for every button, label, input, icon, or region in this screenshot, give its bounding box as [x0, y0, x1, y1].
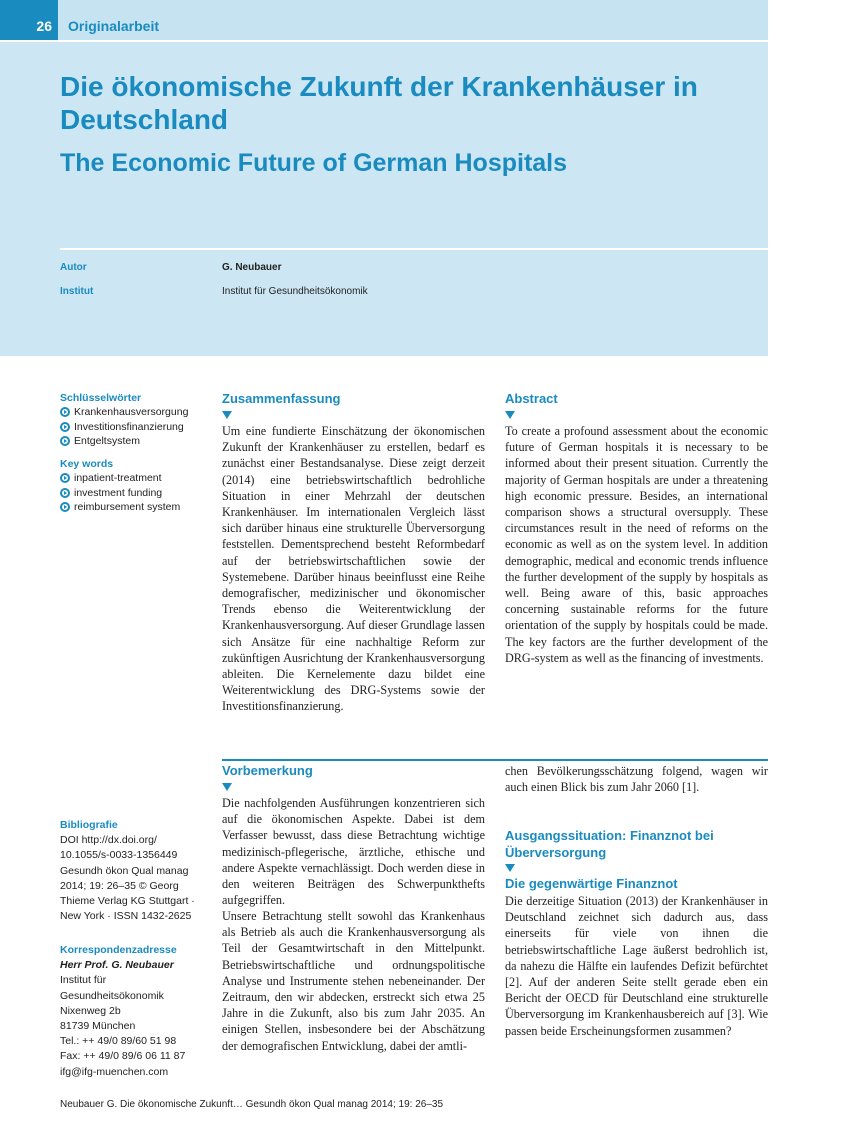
bullet-icon [60, 422, 70, 432]
finanznot-paragraph: Die derzeitige Situation (2013) der Krankenhäuser in Deutschland zeichnet sich dadurch aus, dass einerseits für viele von ihnen die betriebswirtschaftliche Lage äußerst bedrohlich ist, da nahezu die Hälfte ein laufendes Defizit befürchtet [2]. Auf der anderen Seite stellt gerade eben ein Bericht der OECD für Deutschland eine strukturelle Überversorgung im Krankenhausbereich auf [3]. Wie passen beide Erscheinungsformen zusammen? [505, 894, 768, 1038]
bibliography-line: 10.1055/s-0033-1356449 [60, 849, 178, 862]
correspondence-line: Fax: ++ 49/0 89/6 06 11 87 [60, 1050, 186, 1063]
correspondence-name: Herr Prof. G. Neubauer [60, 959, 174, 972]
bullet-icon [60, 488, 70, 498]
bibliography [60, 818, 220, 924]
keyword-text: investment funding [74, 486, 163, 499]
keywords-en-list [60, 471, 180, 515]
keyword-item [60, 486, 180, 501]
bibliography-heading: Bibliografie [60, 819, 118, 831]
arrow-down-icon [505, 411, 515, 419]
keyword-text: Krankenhausversorgung [74, 406, 189, 418]
arrow-down-icon [222, 411, 232, 419]
correspondence-line: Nixenweg 2b [60, 1004, 121, 1017]
correspondence-line: 81739 München [60, 1020, 136, 1033]
bullet-icon [60, 407, 70, 417]
bullet-icon [60, 436, 70, 446]
keyword-item [60, 405, 188, 420]
meta-band [0, 250, 768, 356]
keyword-item [60, 500, 180, 515]
section-label: Originalarbeit [68, 18, 160, 34]
abstract-en-text: To create a profound assessment about the economic future of German hospitals it is necessary to be informed about their present situation. Currently the majority of German hospitals are under a threatening high economic pressure. Besides, an international comparison shows a structural oversupply. These circumstances result in the need of reforms on the economic as well as on the system level. In addition demographic, medical and economic trends influence the further development of the supply by hospitals as well. Being aware of this, basic approaches concerning sustainable reforms for the future orientation of the supply by hospitals could be made. The key factors are the further development of the DRG-system as well as the financing of investments. [505, 424, 768, 665]
correspondence-line: Tel.: ++ 49/0 89/60 51 98 [60, 1035, 177, 1048]
section-divider [222, 759, 768, 761]
keyword-text: inpatient-treatment [74, 472, 162, 484]
subsection-heading: Die gegenwärtige Finanznot [505, 876, 678, 891]
bibliography-line: DOI http://dx.doi.org/ [60, 834, 157, 847]
correspondence-line: Institut für [60, 974, 107, 987]
bibliography-line: Gesundh ökon Qual manag [60, 864, 189, 877]
keyword-text: Investitionsfinanzierung [74, 420, 184, 433]
correspondence-email: ifg@ifg-muenchen.com [60, 1065, 169, 1078]
vorbemerkung-paragraph: Die nachfolgenden Ausführungen konzentrieren sich auf die ökonomischen Aspekte. Dabei ist dem Verfasser bewusst, dass diese Betrachtung wichtige medizinisch-pflegerische, ärztliche, ethische und andere Aspekte vernachlässigt. Doch werden diese in den weiteren Beiträgen des Schwerpunkthefts aufgegriffen. [222, 796, 485, 908]
arrow-down-icon [505, 864, 515, 872]
continuation-paragraph: chen Bevölkerungsschätzung folgend, wagen wir auch einen Blick bis zum Jahr 2060 [1]. [505, 764, 768, 795]
keyword-item [60, 471, 180, 486]
correspondence [60, 943, 220, 1080]
keyword-item [60, 420, 188, 435]
keyword-text: Entgeltsystem [74, 435, 140, 447]
arrow-down-icon [222, 783, 232, 791]
keywords-en-heading: Key words [60, 458, 114, 470]
abstract-de-text: Um eine fundierte Einschätzung der ökonomischen Zukunft der Krankenhäuser zu erstellen, bedarf es zunächst einer Bestandsanalyse. Diese zeigt derzeit (2014) eine betriebswirtschaftlich bedrohliche Situation in einer Mehrzahl der deutschen Krankenhäuser. Im internationalen Vergleich lässt sich darüber hinaus eine strukturelle Überversorgung feststellen. Dementsprechend besteht Reformbedarf auf der betriebswirtschaftlichen sowie der Systemebene. Darüber hinaus beeinflusst eine Reihe demografischer, medizinischer und ökonomischer Trends ebenso die Weiterentwicklung der Krankenhausversorgung. Auf dieser Grundlage lassen sich Ansätze für eine nachhaltige Reform zur zukünftigen Ausrichtung der Krankenhausversorgung ableiten. Die Kernelemente dazu bildet eine Weiterentwicklung des DRG-Systems sowie der Investitionsfinanzierung. [222, 424, 485, 714]
institute-label: Institut [60, 286, 94, 297]
vorbemerkung-paragraph: Unsere Betrachtung stellt sowohl das Krankenhaus als Betrieb als auch die Krankenhausversorgung als Teil der Gesamtwirtschaft in den Mittelpunkt. Betriebswirtschaftliche und ordnungspolitische Analyse und Instrumente stehen nebeneinander. Der Zeitraum, den wir abdecken, erstreckt sich etwa 25 Jahre in die Zukunft, also bis zum Jahr 2035. An einigen Stellen, insbesondere bei der Abschätzung der demografischen Entwicklung, dabei der amtli- [222, 909, 485, 1053]
bibliography-line: 2014; 19: 26–35 © Georg [60, 879, 179, 892]
article-subtitle: The Economic Future of German Hospitals [60, 149, 568, 177]
bullet-icon [60, 473, 70, 483]
page-footer: Neubauer G. Die ökonomische Zukunft… Gesundh ökon Qual manag 2014; 19: 26–35 [60, 1099, 444, 1110]
vorbemerkung-heading: Vorbemerkung [222, 763, 313, 778]
abstract-de-heading: Zusammenfassung [222, 391, 341, 406]
keywords-de-heading: Schlüsselwörter [60, 392, 142, 404]
bibliography-line: Thieme Verlag KG Stuttgart · [60, 895, 195, 908]
bullet-icon [60, 502, 70, 512]
bibliography-line: New York · ISSN 1432-2625 [60, 910, 192, 923]
author-name: G. Neubauer [222, 262, 282, 273]
keyword-text: reimbursement system [74, 501, 181, 513]
article-title: Die ökonomische Zukunft der Krankenhäuser in Deutschland [60, 71, 698, 135]
abstract-en-heading: Abstract [505, 391, 558, 406]
page-number: 26 [0, 0, 58, 40]
institute-name: Institut für Gesundheitsökonomik [222, 286, 368, 297]
section-heading: Ausgangssituation: Finanznot bei Überversorgung [505, 828, 714, 860]
correspondence-line: Gesundheitsökonomik [60, 989, 164, 1002]
correspondence-heading: Korrespondenzadresse [60, 944, 177, 956]
author-label: Autor [60, 262, 87, 273]
keyword-item [60, 434, 188, 449]
keywords-de-list [60, 405, 188, 449]
